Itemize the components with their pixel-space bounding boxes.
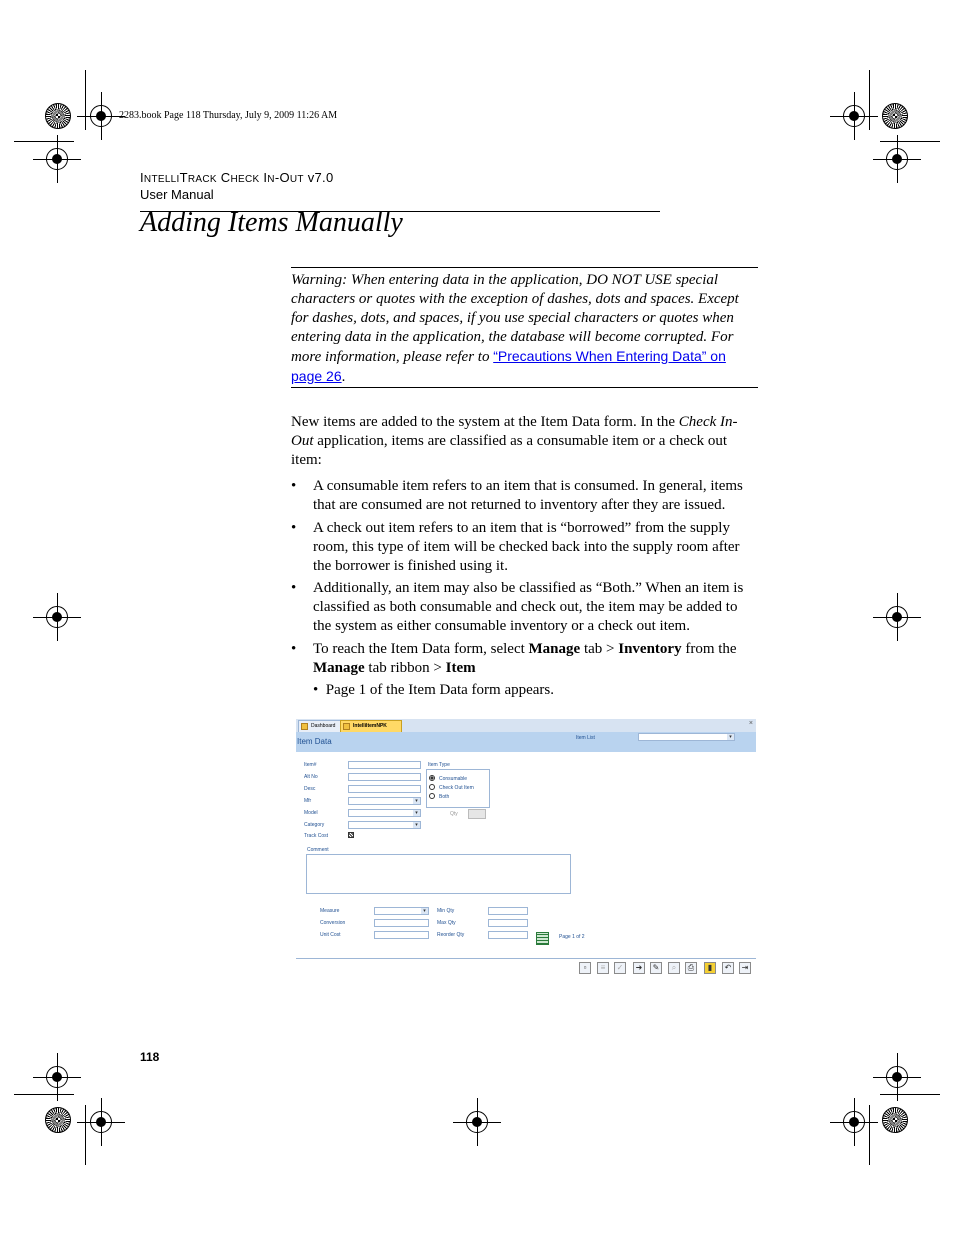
intro-italic: Check In-Out [291, 414, 738, 449]
bullet4-text: tab ribbon > [364, 660, 446, 676]
qty-label: Qty [450, 811, 458, 817]
rh-part: I [140, 170, 144, 185]
rh-part: T [179, 170, 188, 185]
registration-target-icon [90, 105, 112, 127]
bullet4-bold: Manage [313, 660, 365, 676]
reorder-qty-input[interactable] [488, 931, 528, 939]
radio-check-out-item[interactable] [429, 784, 435, 790]
checkmark-icon[interactable]: ✓ [614, 962, 626, 974]
intro-text: application, items are classified as a consumable item or a check out item: [291, 433, 728, 468]
item-list-label: Item List [576, 735, 595, 741]
field-label: Reorder Qty [437, 932, 465, 938]
intro-paragraph [291, 413, 756, 470]
registration-target-icon [843, 105, 865, 127]
chevron-down-icon: ▾ [727, 734, 734, 740]
chevron-down-icon: ▾ [413, 810, 420, 816]
bullet-glyph: • [291, 641, 297, 657]
item-list-select[interactable] [638, 733, 735, 741]
registration-target-icon [46, 1066, 68, 1088]
chevron-down-icon: ▾ [413, 822, 420, 828]
exit-icon[interactable]: ⇥ [739, 962, 751, 974]
form-header [296, 732, 756, 752]
new-record-icon[interactable]: ▫ [579, 962, 591, 974]
close-icon[interactable]: × [748, 720, 753, 727]
comment-textarea[interactable] [306, 854, 571, 894]
tab-label: IntelliItemNPK [353, 723, 387, 729]
print-header: 2283.book Page 118 Thursday, July 9, 2009 11:26 AM [119, 110, 338, 121]
grid-view-icon[interactable] [536, 932, 549, 945]
unit-cost-input[interactable] [374, 931, 429, 939]
registration-target-icon [46, 606, 68, 628]
field-label: Item# [304, 762, 317, 768]
radio-label: Both [439, 794, 450, 800]
form-title: Item Data [297, 737, 332, 746]
model-select[interactable] [348, 809, 421, 817]
edit-icon[interactable]: ✎ [650, 962, 662, 974]
registration-starburst-icon [45, 1107, 71, 1133]
sub-bullet-text: Page 1 of the Item Data form appears. [325, 682, 555, 698]
sub-list-item [313, 682, 554, 699]
form-icon [301, 723, 308, 730]
warning-end: . [341, 369, 346, 385]
field-label: Conversion [320, 920, 346, 926]
bullet-text [313, 640, 758, 678]
bullet-glyph: • [291, 580, 297, 596]
bullet4-text: To reach the Item Data form, select [313, 641, 529, 657]
bullet4-text: from the [681, 641, 737, 657]
bullet-glyph: • [291, 478, 297, 494]
undo-icon[interactable]: ↶ [722, 962, 734, 974]
registration-target-icon [886, 148, 908, 170]
registration-target-icon [46, 148, 68, 170]
bullet-text: A consumable item refers to an item that is consumed. In general, items that are consumed are not returned to inventory after they are issued. [313, 478, 743, 513]
bullet-text: A check out item refers to an item that is “borrowed” from the supply room, this type of item will be checked back into the supply room after the borrower is finished using it. [313, 520, 740, 574]
bullet4-text: tab > [580, 641, 619, 657]
registration-target-icon [886, 1066, 908, 1088]
warning-bottom-rule [291, 387, 758, 388]
item-data-form-screenshot [296, 719, 756, 979]
registration-starburst-icon [882, 103, 908, 129]
running-head-subtitle: User Manual [140, 187, 214, 202]
radio-label: Check Out Item [439, 785, 474, 791]
field-label: Desc [304, 786, 316, 792]
warning-top-rule [291, 267, 758, 268]
field-label: Mfr [304, 798, 312, 804]
rh-part: HECK [230, 174, 260, 185]
field-label: Category [304, 822, 325, 828]
page-indicator: Page 1 of 2 [559, 934, 585, 940]
warning-text: Warning: When entering data in the application, DO NOT USE special characters or quotes with the exception of dashes, dots and spaces. Except for dashes, dots, and spaces, if you use special characters or quotes when entering data in the application, the database will become corrupted. For more information, please refer to [291, 272, 739, 365]
rh-part: I [259, 170, 268, 185]
rh-part: NTELLI [143, 174, 180, 185]
precautions-link[interactable]: “Precautions When Entering Data” on page 26 [291, 348, 726, 384]
running-head-product [140, 170, 333, 185]
list-icon[interactable]: ≡ [597, 962, 609, 974]
max-qty-input[interactable] [488, 919, 528, 927]
intro-text: New items are added to the system at the Item Data form. In the [291, 414, 679, 430]
rh-part: N [267, 174, 275, 185]
bullet-text: Additionally, an item may also be classified as “Both.” When an item is classified as both consumable and check out, the item may be added to the system as either consumable inventory or a check out item. [313, 580, 744, 634]
item-number-input[interactable] [348, 761, 421, 769]
rh-part: v7.0 [303, 170, 334, 185]
form-icon [343, 723, 350, 730]
field-label: Unit Cost [320, 932, 341, 938]
chevron-down-icon: ▾ [413, 798, 420, 804]
rh-part: -O [274, 170, 290, 185]
document-tab-bar [296, 719, 756, 733]
registration-target-icon [466, 1111, 488, 1133]
registration-starburst-icon [882, 1107, 908, 1133]
radio-both[interactable] [429, 793, 435, 799]
min-qty-input[interactable] [488, 907, 528, 915]
alt-no-input[interactable] [348, 773, 421, 781]
comment-label: Comment [307, 847, 329, 853]
registration-starburst-icon [45, 103, 71, 129]
conversion-input[interactable] [374, 919, 429, 927]
field-label: Model [304, 810, 318, 816]
arrow-right-icon[interactable]: ➜ [633, 962, 645, 974]
delete-icon[interactable]: ▮ [704, 962, 716, 974]
search-icon[interactable]: ⌕ [668, 962, 680, 974]
page-number: 118 [140, 1050, 160, 1064]
qty-input[interactable] [468, 809, 486, 819]
tab-label: Dashboard [311, 723, 336, 729]
bullet4-bold: Item [445, 660, 476, 676]
bullet-glyph: • [313, 682, 319, 698]
desc-input[interactable] [348, 785, 421, 793]
field-label: Min Qty [437, 908, 455, 914]
registration-target-icon [90, 1111, 112, 1133]
rh-part: C [216, 170, 231, 185]
registration-target-icon [843, 1111, 865, 1133]
chevron-down-icon: ▾ [421, 908, 428, 914]
item-type-group [426, 769, 490, 808]
warning-box [291, 271, 758, 387]
category-select[interactable] [348, 821, 421, 829]
field-label: Alt No [304, 774, 318, 780]
bullet4-bold: Inventory [618, 641, 682, 657]
bullet4-bold: Manage [528, 641, 581, 657]
radio-label: Consumable [439, 776, 468, 782]
measure-select[interactable] [374, 907, 429, 915]
page-title: Adding Items Manually [140, 207, 403, 238]
registration-target-icon [886, 606, 908, 628]
item-type-label: Item Type [428, 762, 450, 768]
field-label: Max Qty [437, 920, 456, 926]
rh-part: UT [289, 174, 304, 185]
mfr-select[interactable] [348, 797, 421, 805]
radio-consumable[interactable] [429, 775, 435, 781]
print-icon[interactable]: ⎙ [685, 962, 697, 974]
rh-part: RACK [187, 174, 217, 185]
track-cost-checkbox[interactable] [348, 832, 354, 838]
field-label: Measure [320, 908, 340, 914]
toolbar-divider [296, 958, 756, 959]
field-label: Track Cost [304, 833, 328, 839]
bullet-glyph: • [291, 520, 297, 536]
